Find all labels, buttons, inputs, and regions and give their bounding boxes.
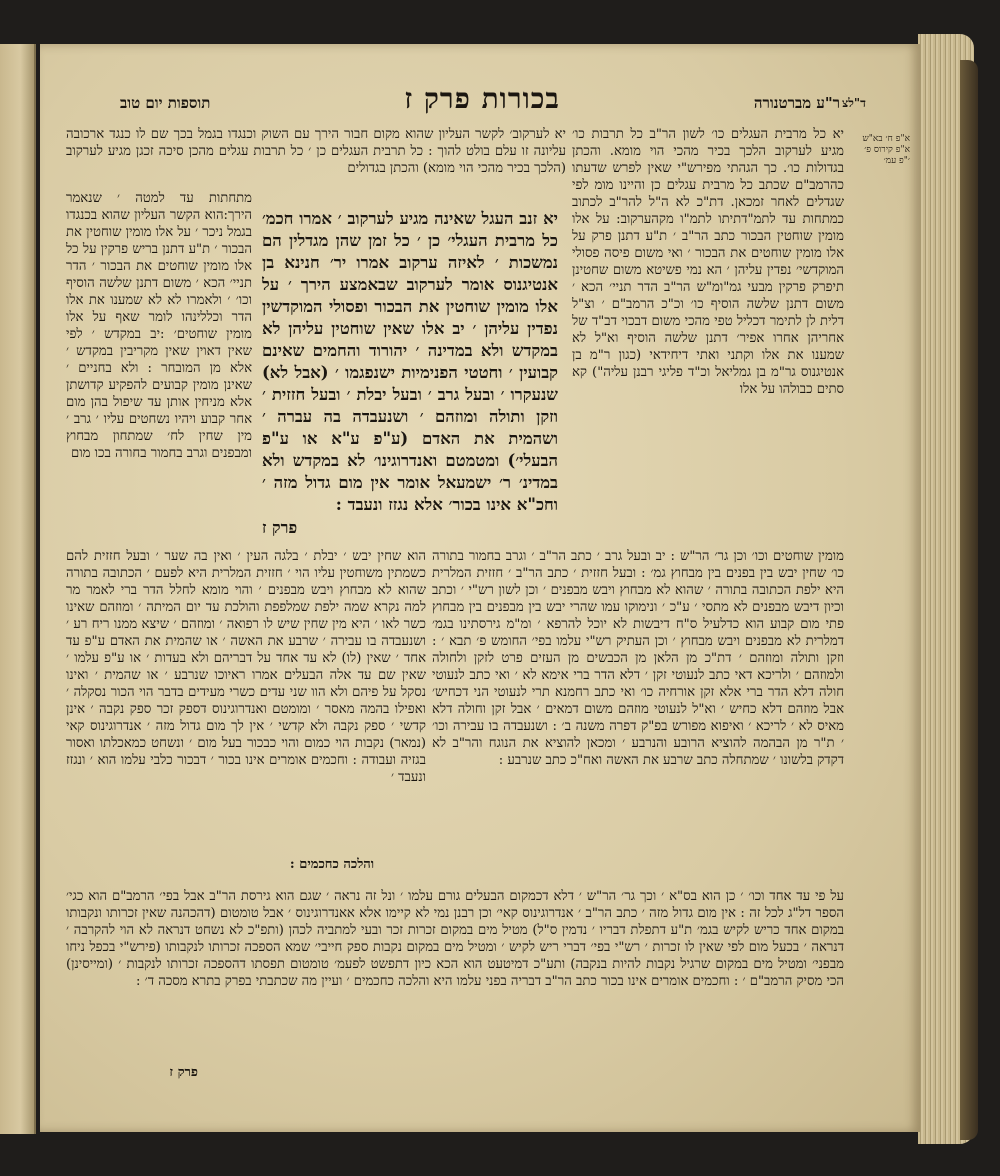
- book-fore-edge: [960, 60, 978, 1140]
- tosafot-column-middle: מומין שוחטים וכו׳ וכן גר׳ הר"ש : יב ובעל גרב ׳ כתב הר"ב ׳ וגרב בחמור בתורה כו׳ שחין יבש בין בפנים בין מבחוץ גמ׳ : ובעל חזזית ׳ כתב הר"ב ׳ חזזית המלרית היא ילפת הכתובה בתורה ׳ שהוא לא מבחוץ ויבש מבפנים ׳ וכן לשון רש"י ׳ וכתב וכיון דיבש מבפנים לא מתסי ׳ ע"כ ׳ ונימוקו עמו שהרי יבש בין מבפנים בין מבחוץ פתי מום קבוע הוא כדלעיל ס"ח דיבשות לא יוכל להרפא ׳ ומ"מ גירסתינו בגמ׳ דמלרית לא מבפנים ויבש מבחוץ ׳ וכן העתיק רש"י עלמו בפי׳ החומש פ׳ תבא ׳ : וזקן ותולה ומוזהם ׳ דת"כ מן הלאן מן הכבשים מן העזים פרט לזקן ולחולה ולמוזהם ׳ ולריכא דאי כתב לנעוטי זקן ׳ דלא הדר ברי אימא לא ׳ ואי כתב לנעוטי חולה דלא הדר ברי אלא זקן אורחיה כו׳ ואי כתב רחמנא תרי לנעוטי הני דכחיש׳ אבל מוזהם דלא כחיש ׳ וא"ל לנעוטי מוזהם משום דמאים ׳ אבל זקן וחולה דלא מאיס לא ׳ לריכא ׳ ואיפוא מפורש בפ"ק דפרה משנה ב׳ : ושנעבדה בו עבירה וכו׳ ׳ ת"ר מן הבהמה להוציא הרובע והנרבע ׳ ומכאן להוציא את הנוגח והר"ב לא דקדק בלשונו ׳ שמתחלה כתב שרבע את האשה ואח"כ כתב שנרבע :: [432, 549, 844, 768]
- header-tractate-chapter: בכורות פרק ז: [404, 82, 560, 115]
- chapter-footer-label: פרק ז: [169, 1065, 198, 1080]
- folio-number: ד"לצ: [842, 96, 866, 110]
- tosafot-column-top: יא כל מרבית העגלים כו׳ לשון הר"ב כל תרבות כו׳ מגיע לערקוב הלכך בכיר מהכי הוי מומא. והכתן בגדולות כו׳. כך הגהתי מפירש"י שאין לפרש שדעתו כהרמב"ם שכתב כל מרבית עגלים כן והיינו מומ לפי שגדלים לאחר זמכאן. דת"כ לא ה"ל להר"ב לכתוב כמתחות עד לתמ"דתיתו לתמ"ו מקהערקוב: על אלו מומין שוחטין הבכור כתב הר"ב ׳ ת"ע דתנן פרק על אלו מומין שוחטים את הבכור ׳ ואי משום פיסה פסולי המוקדשי׳ נפדין עליהן ׳ הא נמי פשיטא משום שחטינן תיפרק פרקין מבעי גמ"ומ"ש הר"ב הדר תניי׳ הכא ׳ משום דתנן שלשה הוסיף כו׳ וכ"כ הרמב"ם ׳ וצ"ל דלית לן לתימר דכליל טפי מהכי משום דבכוי דב"ד של אחריהן אחרו אפיר׳ דתנן שלשה הוסיף וא"ל לא שמענו את אלו וקתני ואתי דיחידאי (כגון ר"מ בן אנטיגנוס גר"מ בן גמליאל וכ"ד פליגי רבנן עליה") קא סתים כבולהו על אלו: [572, 127, 844, 397]
- left-page-edge: [0, 44, 36, 1134]
- mishnah-text: יא זנב העגל שאינה מגיע לערקוב ׳ אמרו חכמ׳ כל מרבית העגלי׳ כן ׳ כל זמן שהן מגדלין הם נמשכות ׳ לאיזה ערקוב אמרו יר׳ חנינא בן אנטיגנוס אומר לערקוב שבאמצע הירך ׳ על אלו מומין שוחטין את הבכור ופסולי המוקדשין נפדין עליהן ׳ יב אלו שאין שוחטין עליהן לא במקדש ולא במדינה ׳ יהורוד והחמים שאינם קבועין ׳ וחטטי הפנימיות ישנפגמו ׳ (אבל לא) שנעקרו ׳ ובעל גרב ׳ ובעל יבלת ׳ ובעל חזזית ׳ וזקן ותולה ומוזהם ׳ ושנעבדה בה עברה ׳ ושהמית את האדם (ע"פ ע"א או ע"פ הבעלי׳) ומטמטם ואנדרוגינו׳ לא במקדש ולא במדינ׳ ר׳ ישמעאל אומר אין מום גדול מזה ׳ וחכ"א אינו בכור׳ אלא נגזז ונעבד :: [262, 209, 558, 514]
- running-header: [120, 82, 840, 116]
- margin-notes: א"פ ח׳ בא"ש א"פ קירוס פ׳ ׳"פ עמ׳: [862, 134, 910, 166]
- header-bartenura: ר"ע מברטנורה: [753, 94, 840, 112]
- halakha-note: והלכה כחכמים :: [289, 857, 375, 872]
- chapter-label: פרק ז: [262, 518, 298, 537]
- bartenura-side-column: מתחתות עד למטה ׳ שנאמר הירך:הוא הקשר העליון שהוא בכנגדו בגמל ניכר ׳ על אלו מומין שוחטין את הבכור ׳ ת"ע דתנן בריש פרקין על כל אלו מומין שוחטים את הבכור ׳ הדר תניי׳ הכא ׳ משום דתנן שלשה הוסיף וכו׳ ׳ ולאמרו לא לא שמענו את אלו הדר וכללינהו לומר שאף על אלו מומין שוחטים׳ :יב במקדש ׳ לפי שאין דאוין שאין מקריבין במקדש ׳ אלא מן המובחר : ולא בחניים ׳ שאינן מומין קבועים להפקיע קדושתן אלא מניחין אותן עד שיפול בהן מום אחר קבוע ויהיו נשחטים עליו ׳ גרב ׳ מין שחין לח׳ שמתחון מבחוץ ומבפנים וגרב בחמור בחורה בכו מום: [66, 191, 252, 461]
- header-tosafot-yom-tov: תוספות יום טוב: [120, 94, 211, 112]
- tosafot-bottom-block: על פי עד אחד וכו׳ ׳ כן הוא בס"א ׳ וכך גר׳ הר"ש ׳ דלא דכמקום הבעלים גורם עלמו ׳ ונל זה נראה ׳ שגם הוא גירסת הר"ב אבל בפי׳ הרמב"ם הוא כגי׳ הספר דל"ג לכל זה : אין מום גדול מזה ׳ כתב הר"ב ׳ אנדרוגינוס קאי׳ וכן רבנן נמי לא קיימו אלא אאנדרוגינוס ׳ אבל טומטום (דהכהנה שאין זכרותו ונקבותו במקום אחד כריש לקיש בגמ׳ ת"ע דתפלת דבריו ׳ נדמין ס"ל) מטיל מים במקום זכרות זכר ובעי למתביה לכהן (ותפ"כ לא נשחט דנראה לא הוי להקרבה ׳ דנראה ׳ בכעל מום לפי שאין לו זכרות ׳ רש"י בפי׳ דברי ריש לקיש ׳ ומטיל מים במקום נקבות ספק חייבי׳ שמא הספכה זכרותו לנקבותו (פירש"י בכפל ניחו מבפני׳ ומטיל מים במקום שרגיל נקבות להיות בנקבה) ותע"כ דמיטעט הוא הכא כיון דתפשט לפעמ׳ טומטום תפסתו דהספכה זכרותו לנקבות ׳ (ומייסינן) הכי מסיק הרמב"ם ׳ : וחכמים אומרים אינו בכור כתב הר"ב דבריה בפני עלמו היא והלכה כחכמים ׳ ועיין מה שכתבתי בפרק בתרא מסכה ד׳ :: [66, 889, 844, 989]
- bartenura-top: יא לערקוב׳ לקשר העליון שהוא מקום חבור הירך עם השוק וכנגדו בגמל בכך שם לו כנגד ארכובה עליונה זו עלם בולט להוך : כל תרבית העגלים כן ׳ כל תרבות עגלים מהכן סיכה זכגן מגיע לערקוב (הלכך בכיר מהכי הוי מומא) והכתן בגדולים: [66, 127, 566, 176]
- bartenura-middle: הוא שחין יבש ׳ יבלת ׳ בלגה העין ׳ ואין בה שער ׳ ובעל חזזית להם כשמתין משוחטין עליו הוי ׳ חזזית המלרית היא לפעם ׳ הכתובה בתורה שהוא לא מבחוץ ויבש מבפנים ׳ והוי מומא לחלל הדר ברי לאמר מר למה נקרא שמה ילפת שמלפפת והולכת עד יום המיתה ׳ ומוזהם שאינו כשר לאו ׳ היא מין שחין שיש לו רפואה ׳ ומוזהם ׳ שיצא ממנו ריח רע ׳ ושנעבדה בו עבירה ׳ שרבע את האשה ׳ או שהמית את האדם ע"פ עד אחד ׳ שאין (לו) לא עד אחד על דבריהם ולא בעדות ׳ או ע"פ עלמו ׳ שאין שם עד אלה הבעלים אמרו ראיוכו שנרבע ׳ או שהמית ׳ ואינו נסקל על פיהם ולא הוו שני עדים כשרי מעידים בדבר הוי הכור נסקלה ׳ ואפילו בהמה מאסר ׳ ומומטם ואנדרוגינוס דספק זכר ספק נקבה ׳ אינן קדשי ׳ ספק נקבה ולא קדשי ׳ אין לך מום גדול מזה ׳ אנדרוגינוס קאי (נמאר) נקבות הוי כמום והוי כבכור בעל מום ׳ ונשחט כמאכלתו ואסור בגזיה ועבודה : וחכמים אומרים אינו בכור ׳ דבכור כלבי עלמו הוא ׳ ונגזז ונעבד ׳: [66, 549, 426, 785]
